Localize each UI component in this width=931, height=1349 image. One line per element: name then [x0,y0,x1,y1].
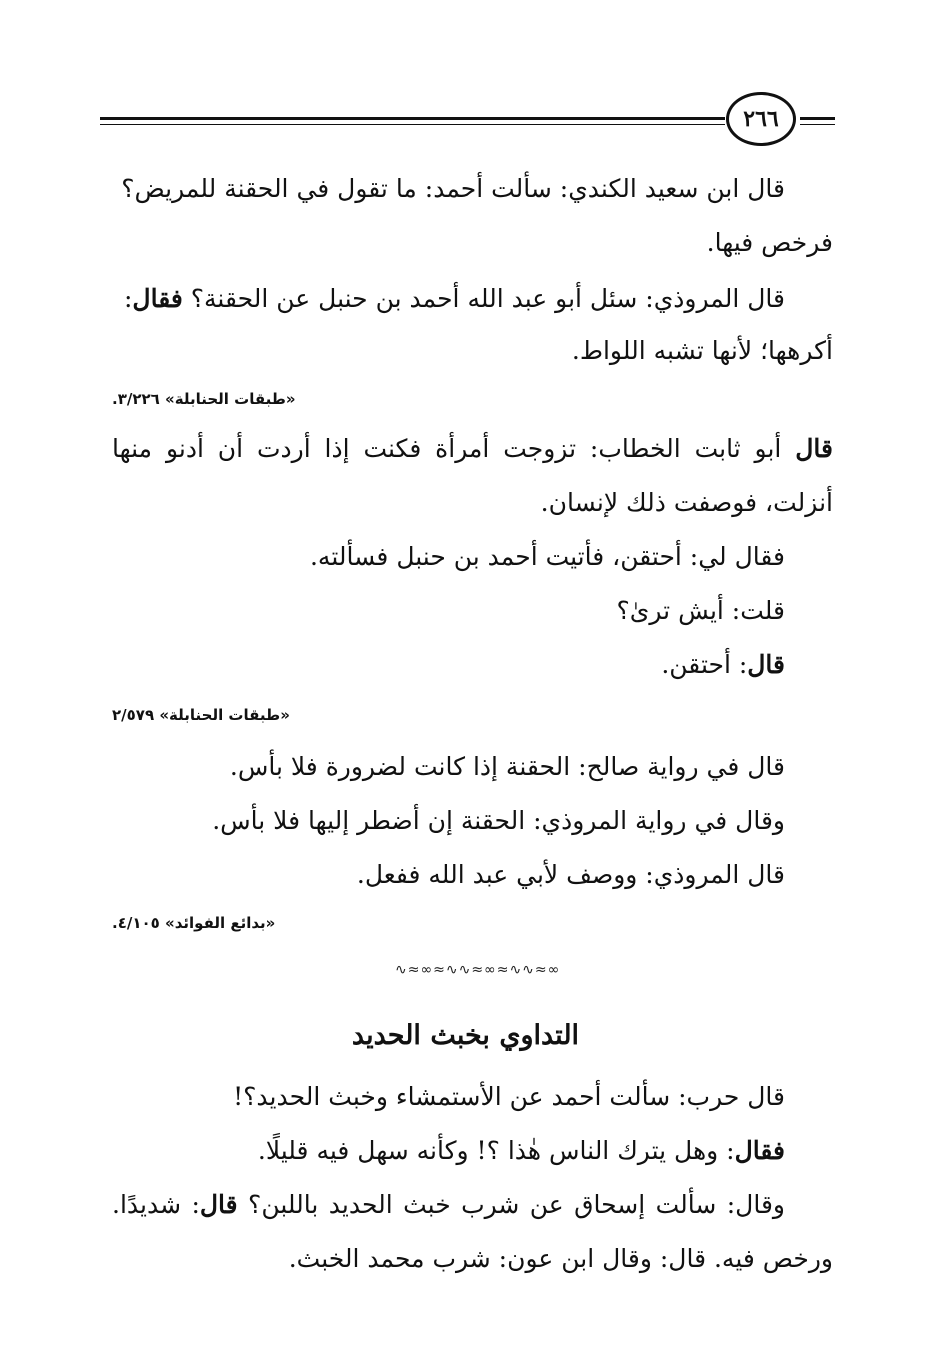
paragraph-line: قال في رواية صالح: الحقنة إذا كانت لضرورة فلا بأس. [229,752,785,781]
text-span: : [123,284,133,313]
citation-text: «طبقات الحنابلة» ٣/٢٢٦. [112,390,296,408]
header-rule-right-thin [800,124,835,125]
paragraph-line: فرخص فيها. [706,228,833,257]
paragraph-line: أنزلت، فوصفت ذلك لإنسان. [540,488,833,517]
text-span: : أحتقن. [661,650,748,679]
text-span: : شديدًا. [112,1190,200,1219]
paragraph-line [661,648,785,682]
bold-label: قال [199,1190,238,1219]
citation-text: «طبقات الحنابلة» ٢/٥٧٩ [112,706,290,724]
paragraph-line: ورخص فيه. قال: وقال ابن عون: شرب محمد الخبث. [288,1244,833,1273]
header-rule-right [800,117,835,120]
ornament-divider: ∿≈∞≈∿∿≈∞≈∿∿≈∞ [395,962,561,978]
paragraph-line: قال حرب: سألت أحمد عن الأستمشاء وخبث الحديد؟! [233,1082,785,1111]
paragraph-line [112,1188,785,1222]
text-span: أبو ثابت الخطاب: تزوجت أمرأة فكنت إذا أردت أن أدنو منها [112,434,796,463]
paragraph-line: فقال لي: أحتقن، فأتيت أحمد بن حنبل فسألته. [309,542,785,571]
section-heading: التداوي بخبث الحديد [351,1020,580,1051]
bold-label: قال [795,434,833,463]
text-span: وقال: سألت إسحاق عن شرب خبث الحديد باللبن؟ [237,1190,785,1219]
paragraph-line: قال المروذي: ووصف لأبي عبد الله ففعل. [356,860,785,889]
bold-label: فقال [734,1136,785,1165]
header-rule-thin [100,124,725,125]
text-span: قال المروذي: سئل أبو عبد الله أحمد بن حنبل عن الحقنة؟ [182,284,785,313]
paragraph-line: أكرهها؛ لأنها تشبه اللواط. [571,336,833,365]
citation-text: «بدائع الفوائد» ٤/١٠٥. [112,914,276,932]
page-header [100,92,840,156]
paragraph-line [112,432,833,466]
paragraph-line [124,282,785,316]
page-number-badge: ٢٦٦ [726,92,796,146]
paragraph-line [258,1134,785,1168]
paragraph-line: قلت: أيش ترىٰ؟ [616,596,785,625]
bold-label: قال [747,650,785,679]
text-span: : وهل يترك الناس هٰذا ؟! وكأنه سهل فيه قليلًا. [257,1136,735,1165]
paragraph-line: قال ابن سعيد الكندي: سألت أحمد: ما تقول في الحقنة للمريض؟ [121,174,785,203]
paragraph-line: وقال في رواية المروذي: الحقنة إن أضطر إليها فلا بأس. [212,806,785,835]
bold-label: فقال [132,284,183,313]
header-rule [100,117,725,120]
